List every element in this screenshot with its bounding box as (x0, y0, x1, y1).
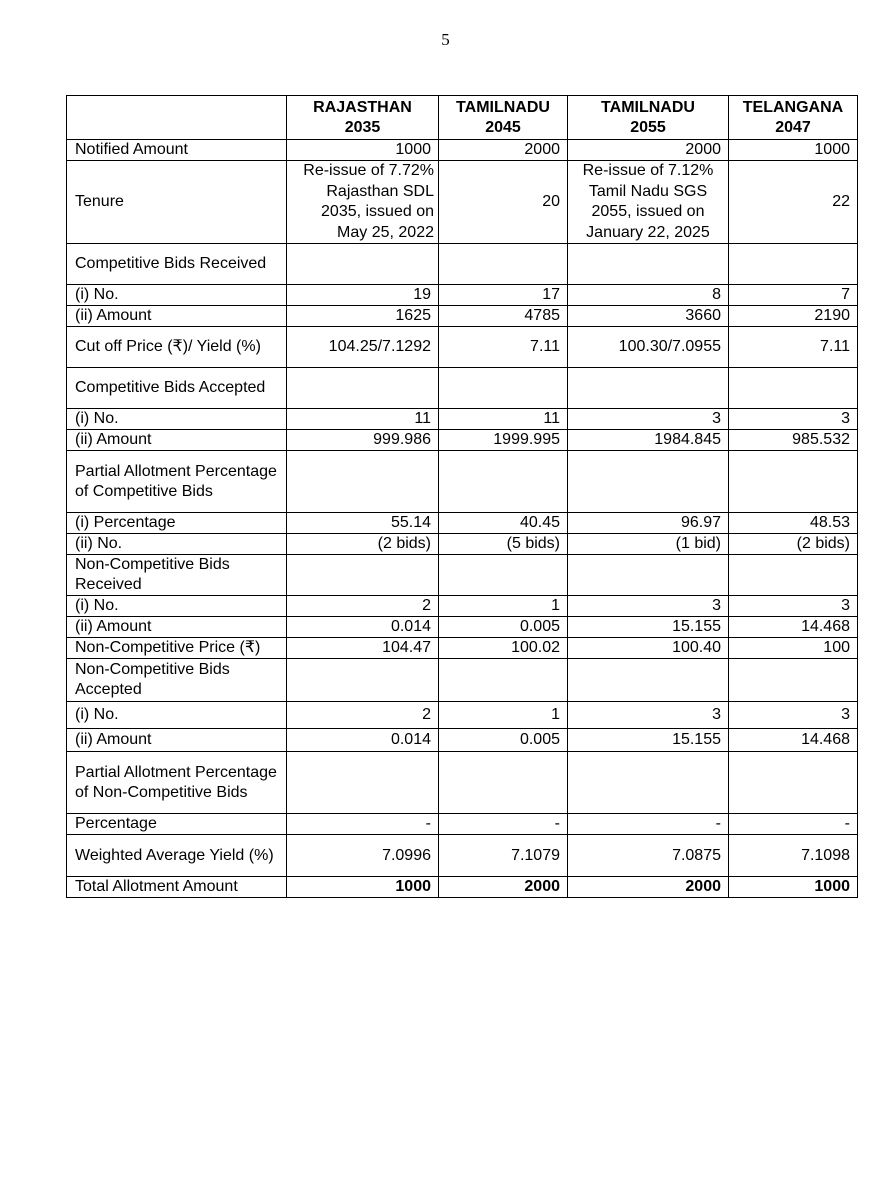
cell-value (287, 451, 439, 513)
row-weighted-average-yield (67, 835, 858, 877)
row-partial-no (67, 534, 858, 555)
header-state: TAMILNADU (456, 98, 550, 116)
row-label: (ii) Amount (67, 729, 287, 752)
cell-value: 1000 (729, 140, 858, 161)
cell-value: 14.468 (729, 617, 858, 638)
header-row (67, 96, 858, 140)
cell-value: 19 (287, 285, 439, 306)
cell-value (439, 555, 568, 596)
row-competitive-bids-accepted (67, 368, 858, 409)
cell-value: 0.005 (439, 729, 568, 752)
cell-value: 2000 (568, 140, 729, 161)
cell-value: 8 (568, 285, 729, 306)
row-received-no (67, 285, 858, 306)
row-partial-allotment-non-competitive (67, 752, 858, 814)
cell-value (287, 659, 439, 702)
cell-value (287, 555, 439, 596)
cell-value: 3 (568, 409, 729, 430)
row-nc-accepted-amount (67, 729, 858, 752)
row-partial-percentage (67, 513, 858, 534)
cell-value: 7.11 (439, 327, 568, 368)
header-rajasthan-2035 (287, 96, 439, 140)
cell-value: 7.1098 (729, 835, 858, 877)
cell-value (568, 244, 729, 285)
row-nc-accepted-no (67, 702, 858, 729)
row-accepted-amount (67, 430, 858, 451)
row-nc-percentage (67, 814, 858, 835)
cell-value (568, 368, 729, 409)
cell-value: 2190 (729, 306, 858, 327)
cell-value: - (729, 814, 858, 835)
header-tamilnadu-2045 (439, 96, 568, 140)
cell-value (729, 244, 858, 285)
row-label: (i) Percentage (67, 513, 287, 534)
cell-value: - (287, 814, 439, 835)
cell-value: 0.005 (439, 617, 568, 638)
cell-value (568, 555, 729, 596)
row-label: Non-Competitive Price (₹) (67, 638, 287, 659)
row-label: (i) No. (67, 596, 287, 617)
cell-value: 3 (729, 702, 858, 729)
cell-value: 100.40 (568, 638, 729, 659)
cell-value: 1000 (287, 877, 439, 898)
cell-value: 48.53 (729, 513, 858, 534)
cell-value: 7 (729, 285, 858, 306)
cell-value: 15.155 (568, 729, 729, 752)
cell-value: 15.155 (568, 617, 729, 638)
cell-value: 1 (439, 596, 568, 617)
cell-value (287, 244, 439, 285)
row-label: Non-Competitive Bids Accepted (67, 659, 287, 702)
header-tamilnadu-2055 (568, 96, 729, 140)
cell-value: 3 (729, 596, 858, 617)
row-non-competitive-price (67, 638, 858, 659)
cell-value: 14.468 (729, 729, 858, 752)
cell-value: 2000 (568, 877, 729, 898)
cell-value (439, 659, 568, 702)
cell-value: 100.30/7.0955 (568, 327, 729, 368)
cell-value (729, 752, 858, 814)
cell-value: 20 (439, 161, 568, 244)
cell-value: 7.11 (729, 327, 858, 368)
cell-value: Re-issue of 7.72% Rajasthan SDL 2035, issued on May 25, 2022 (287, 161, 439, 244)
cell-value: 100.02 (439, 638, 568, 659)
row-label: Cut off Price (₹)/ Yield (%) (67, 327, 287, 368)
cell-value: 2000 (439, 140, 568, 161)
row-nc-received-no (67, 596, 858, 617)
row-label: Partial Allotment Percentage of Non-Competitive Bids (67, 752, 287, 814)
header-state: TELANGANA (742, 98, 844, 116)
cell-value (729, 659, 858, 702)
cell-value: 7.0875 (568, 835, 729, 877)
cell-value: 17 (439, 285, 568, 306)
cell-value: 22 (729, 161, 858, 244)
cell-value (287, 368, 439, 409)
row-total-allotment-amount (67, 877, 858, 898)
header-state: RAJASTHAN (313, 98, 412, 116)
cell-value: 1999.995 (439, 430, 568, 451)
row-label: Tenure (67, 161, 287, 244)
row-cut-off-price-yield (67, 327, 858, 368)
cell-value (439, 752, 568, 814)
cell-value: Re-issue of 7.12% Tamil Nadu SGS 2055, issued on January 22, 2025 (568, 161, 729, 244)
cell-value: 3 (568, 702, 729, 729)
header-label-cell (67, 96, 287, 140)
row-non-competitive-bids-received (67, 555, 858, 596)
row-received-amount (67, 306, 858, 327)
cell-value (439, 368, 568, 409)
row-non-competitive-bids-accepted (67, 659, 858, 702)
row-label: (ii) Amount (67, 306, 287, 327)
row-label: Notified Amount (67, 140, 287, 161)
header-year: 2047 (775, 118, 811, 136)
row-label: (i) No. (67, 285, 287, 306)
cell-value: 1000 (729, 877, 858, 898)
header-year: 2045 (485, 118, 521, 136)
cell-value: 11 (439, 409, 568, 430)
cell-value: 40.45 (439, 513, 568, 534)
row-label: (i) No. (67, 702, 287, 729)
cell-value: 1625 (287, 306, 439, 327)
cell-value: 0.014 (287, 617, 439, 638)
cell-value: 0.014 (287, 729, 439, 752)
cell-value: (2 bids) (729, 534, 858, 555)
auction-results-table (66, 95, 858, 898)
header-state: TAMILNADU (601, 98, 695, 116)
row-label: (i) No. (67, 409, 287, 430)
row-label: Competitive Bids Accepted (67, 368, 287, 409)
cell-value: 3 (729, 409, 858, 430)
page-number: 5 (441, 30, 450, 49)
row-label: Weighted Average Yield (%) (67, 835, 287, 877)
cell-value: 3660 (568, 306, 729, 327)
row-nc-received-amount (67, 617, 858, 638)
cell-value (439, 451, 568, 513)
row-label: (ii) Amount (67, 430, 287, 451)
cell-value: 7.0996 (287, 835, 439, 877)
cell-value: 4785 (439, 306, 568, 327)
cell-value: 2000 (439, 877, 568, 898)
cell-value: (5 bids) (439, 534, 568, 555)
cell-value: 104.47 (287, 638, 439, 659)
cell-value: 3 (568, 596, 729, 617)
cell-value (287, 752, 439, 814)
cell-value: 2 (287, 596, 439, 617)
cell-value: - (439, 814, 568, 835)
cell-value: 1984.845 (568, 430, 729, 451)
row-tenure (67, 161, 858, 244)
cell-value: 7.1079 (439, 835, 568, 877)
cell-value: 1000 (287, 140, 439, 161)
cell-value: 1 (439, 702, 568, 729)
row-accepted-no (67, 409, 858, 430)
cell-value (568, 659, 729, 702)
cell-value (568, 451, 729, 513)
row-label: Non-Competitive Bids Received (67, 555, 287, 596)
cell-value: 11 (287, 409, 439, 430)
cell-value: 104.25/7.1292 (287, 327, 439, 368)
cell-value: - (568, 814, 729, 835)
row-label: Partial Allotment Percentage of Competitive Bids (67, 451, 287, 513)
row-label: (ii) Amount (67, 617, 287, 638)
row-label: Competitive Bids Received (67, 244, 287, 285)
cell-value: 999.986 (287, 430, 439, 451)
cell-value (729, 451, 858, 513)
cell-value (729, 368, 858, 409)
cell-value: (1 bid) (568, 534, 729, 555)
row-partial-allotment-competitive (67, 451, 858, 513)
cell-value: 985.532 (729, 430, 858, 451)
header-year: 2055 (630, 118, 666, 136)
row-notified-amount (67, 140, 858, 161)
row-competitive-bids-received (67, 244, 858, 285)
cell-value (568, 752, 729, 814)
row-label: Total Allotment Amount (67, 877, 287, 898)
cell-value: (2 bids) (287, 534, 439, 555)
cell-value (439, 244, 568, 285)
row-label: (ii) No. (67, 534, 287, 555)
cell-value: 55.14 (287, 513, 439, 534)
row-label: Percentage (67, 814, 287, 835)
header-year: 2035 (344, 118, 381, 136)
header-telangana-2047 (729, 96, 858, 140)
cell-value: 2 (287, 702, 439, 729)
cell-value (729, 555, 858, 596)
cell-value: 100 (729, 638, 858, 659)
cell-value: 96.97 (568, 513, 729, 534)
